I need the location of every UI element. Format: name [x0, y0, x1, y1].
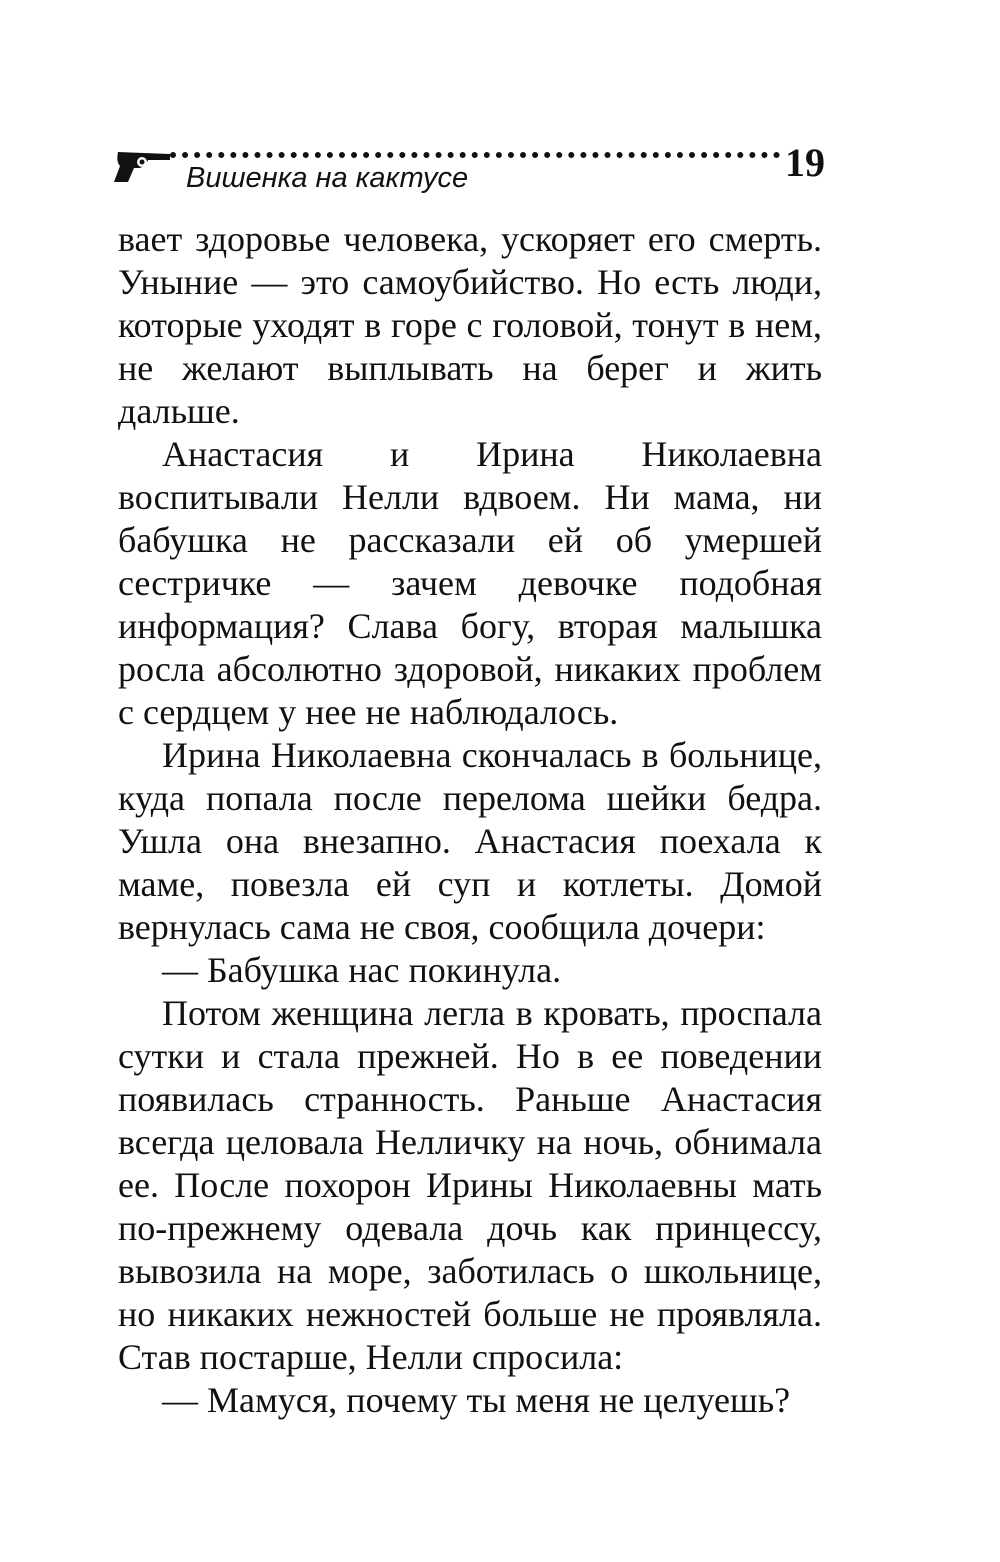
paragraph-3: Ирина Николаевна скончалась в больнице, куда попала после перелома шейки бедра. Ушла она внезапно. Анастасия поехала к маме, повезла ей суп и котлеты. Домой вернулась сама не своя, сообщила дочери: [118, 735, 822, 947]
paragraph-1: вает здоровье человека, ускоряет его смерть. Уныние — это самоубийство. Но есть люди, которые уходят в горе с головой, тонут в нем, не желают выплывать на берег и жить дальше. [118, 219, 822, 431]
revolver-icon [112, 146, 176, 186]
paragraph-2: Анастасия и Ирина Николаевна воспитывали Нелли вдвоем. Ни мама, ни бабушка не рассказали ей об умершей сестричке — зачем девочке подобная информация? Слава богу, вторая малышка росла абсолютно здоровой, никаких проблем с сердцем у нее не наблюдалось. [118, 434, 822, 732]
page-number: 19 [785, 140, 825, 185]
page-header [0, 0, 1000, 210]
running-title: Вишенка на кактусе [186, 162, 469, 194]
body-text [118, 218, 822, 1422]
paragraph-5: Потом женщина легла в кровать, проспала сутки и стала прежней. Но в ее поведении появилась странность. Раньше Анастасия всегда целовала Нелличку на ночь, обнимала ее. После похорон Ирины Николаевны мать по-прежнему одевала дочь как принцессу, вывозила на море, заботилась о школьнице, но никаких нежностей больше не проявляла. Став постарше, Нелли спросила: [118, 993, 822, 1377]
header-dotted-rule [170, 152, 780, 158]
paragraph-4-dialogue: — Бабушка нас покинула. [162, 950, 562, 990]
paragraph-6-dialogue: — Мамуся, почему ты меня не целуешь? [162, 1380, 791, 1420]
